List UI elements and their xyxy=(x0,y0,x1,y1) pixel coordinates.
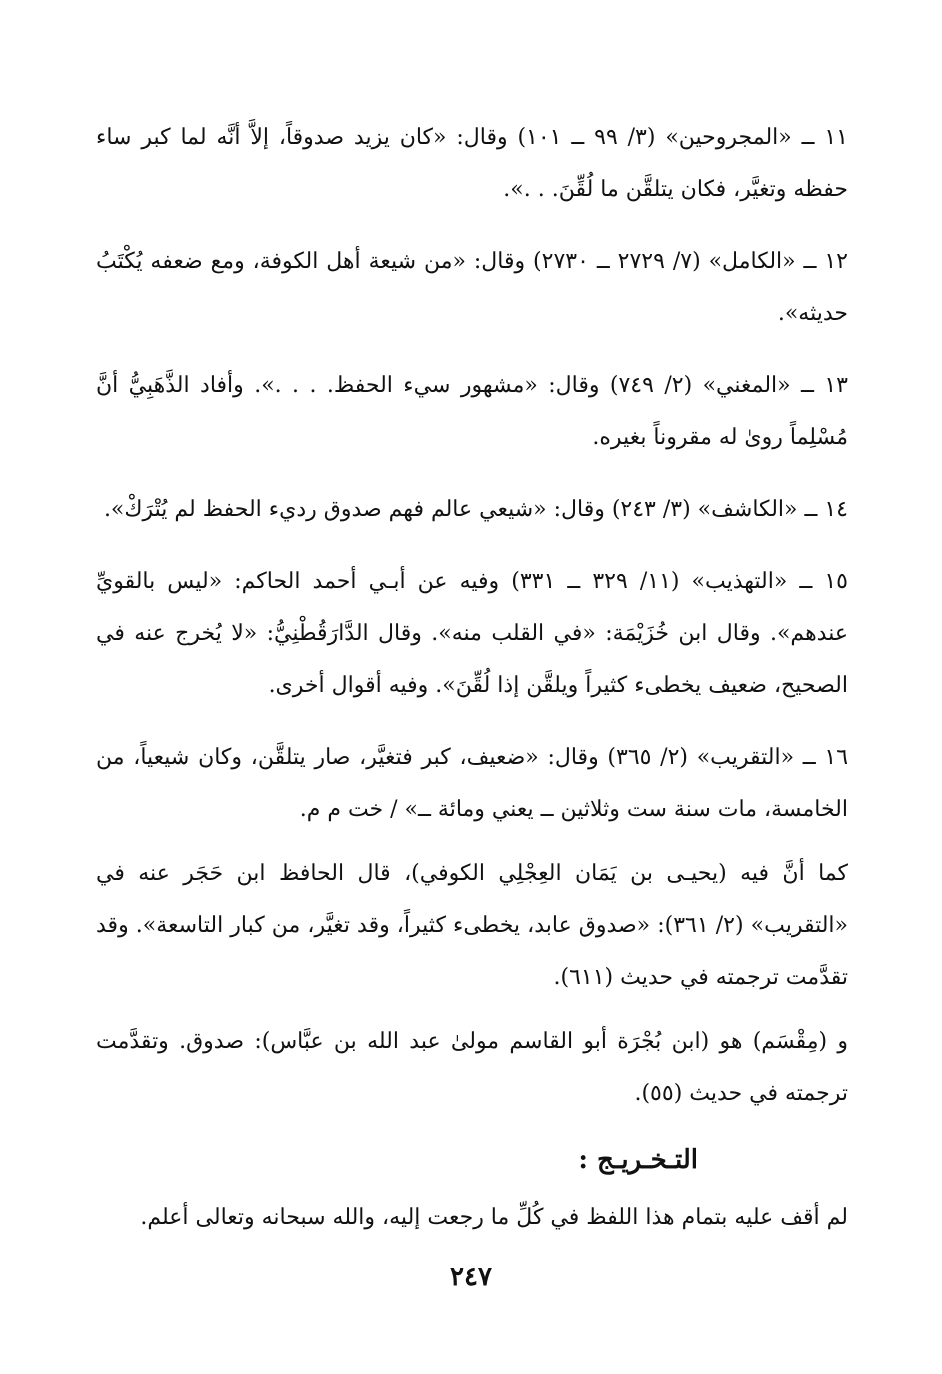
entry-12: ١٢ ــ «الكامل» (٧/ ٢٧٢٩ ــ ٢٧٣٠) وقال: «من شيعة أهل الكوفة، ومع ضعفه يُكْتَبُ حديثه». xyxy=(96,249,848,326)
page-body xyxy=(96,112,848,1264)
narrator-miqsam-paragraph: و (مِقْسَم) هو (ابن بُجْرَة أبو القاسم مولىٰ عبد الله بن عبَّاس): صدوق. وتقدَّمت ترجمته في حديث (٥٥). xyxy=(96,1029,848,1106)
entry-15: ١٥ ــ «التهذيب» (١١/ ٣٢٩ ــ ٣٣١) وفيه عن أبـي أحمد الحاكم: «ليس بالقويِّ عندهم». وقال ابن خُزَيْمَة: «في القلب منه». وقال الدَّارَقُطْنِيُّ: «لا يُخرج عنه في الصحيح، ضعيف يخطىء كثيراً ويلقَّن إذا لُقِّنَ». وفيه أقوال أخرى. xyxy=(96,569,848,698)
entry-14: ١٤ ــ «الكاشف» (٣/ ٢٤٣) وقال: «شيعي عالم فهم صدوق رديء الحفظ لم يُتْرَكْ». xyxy=(103,497,848,522)
takhrij-text: لم أقف عليه بتمام هذا اللفظ في كُلِّ ما رجعت إليه، والله سبحانه وتعالى أعلم. xyxy=(140,1205,848,1230)
narrator-yahya-paragraph: كما أنَّ فيه (يحيـى بن يَمَان العِجْلِي الكوفي)، قال الحافظ ابن حَجَر عنه في «التقريب» (٢/ ٣٦١): «صدوق عابد، يخطىء كثيراً، وقد تغيَّر، من كبار التاسعة». وقد تقدَّمت ترجمته في حديث (٦١١). xyxy=(96,861,849,990)
page-number: ٢٤٧ xyxy=(450,1262,492,1292)
entry-11: ١١ ــ «المجروحين» (٣/ ٩٩ ــ ١٠١) وقال: «كان يزيد صدوقاً، إلاَّ أنَّه لما كبر ساء حفظه وتغيَّر، فكان يتلقَّن ما لُقِّنَ. . .». xyxy=(96,125,848,202)
takhrij-heading: التـخـريـج : xyxy=(578,1145,698,1175)
entry-16: ١٦ ــ «التقريب» (٢/ ٣٦٥) وقال: «ضعيف، كبر فتغيَّر، صار يتلقَّن، وكان شيعياً، من الخامسة، مات سنة ست وثلاثين ــ يعني ومائة ــ» / خت م م. xyxy=(96,745,849,822)
entry-13: ١٣ ــ «المغني» (٢/ ٧٤٩) وقال: «مشهور سيء الحفظ. . . .». وأفاد الذَّهَبِيُّ أنَّ مُسْلِماً روىٰ له مقروناً بغيره. xyxy=(96,373,848,450)
